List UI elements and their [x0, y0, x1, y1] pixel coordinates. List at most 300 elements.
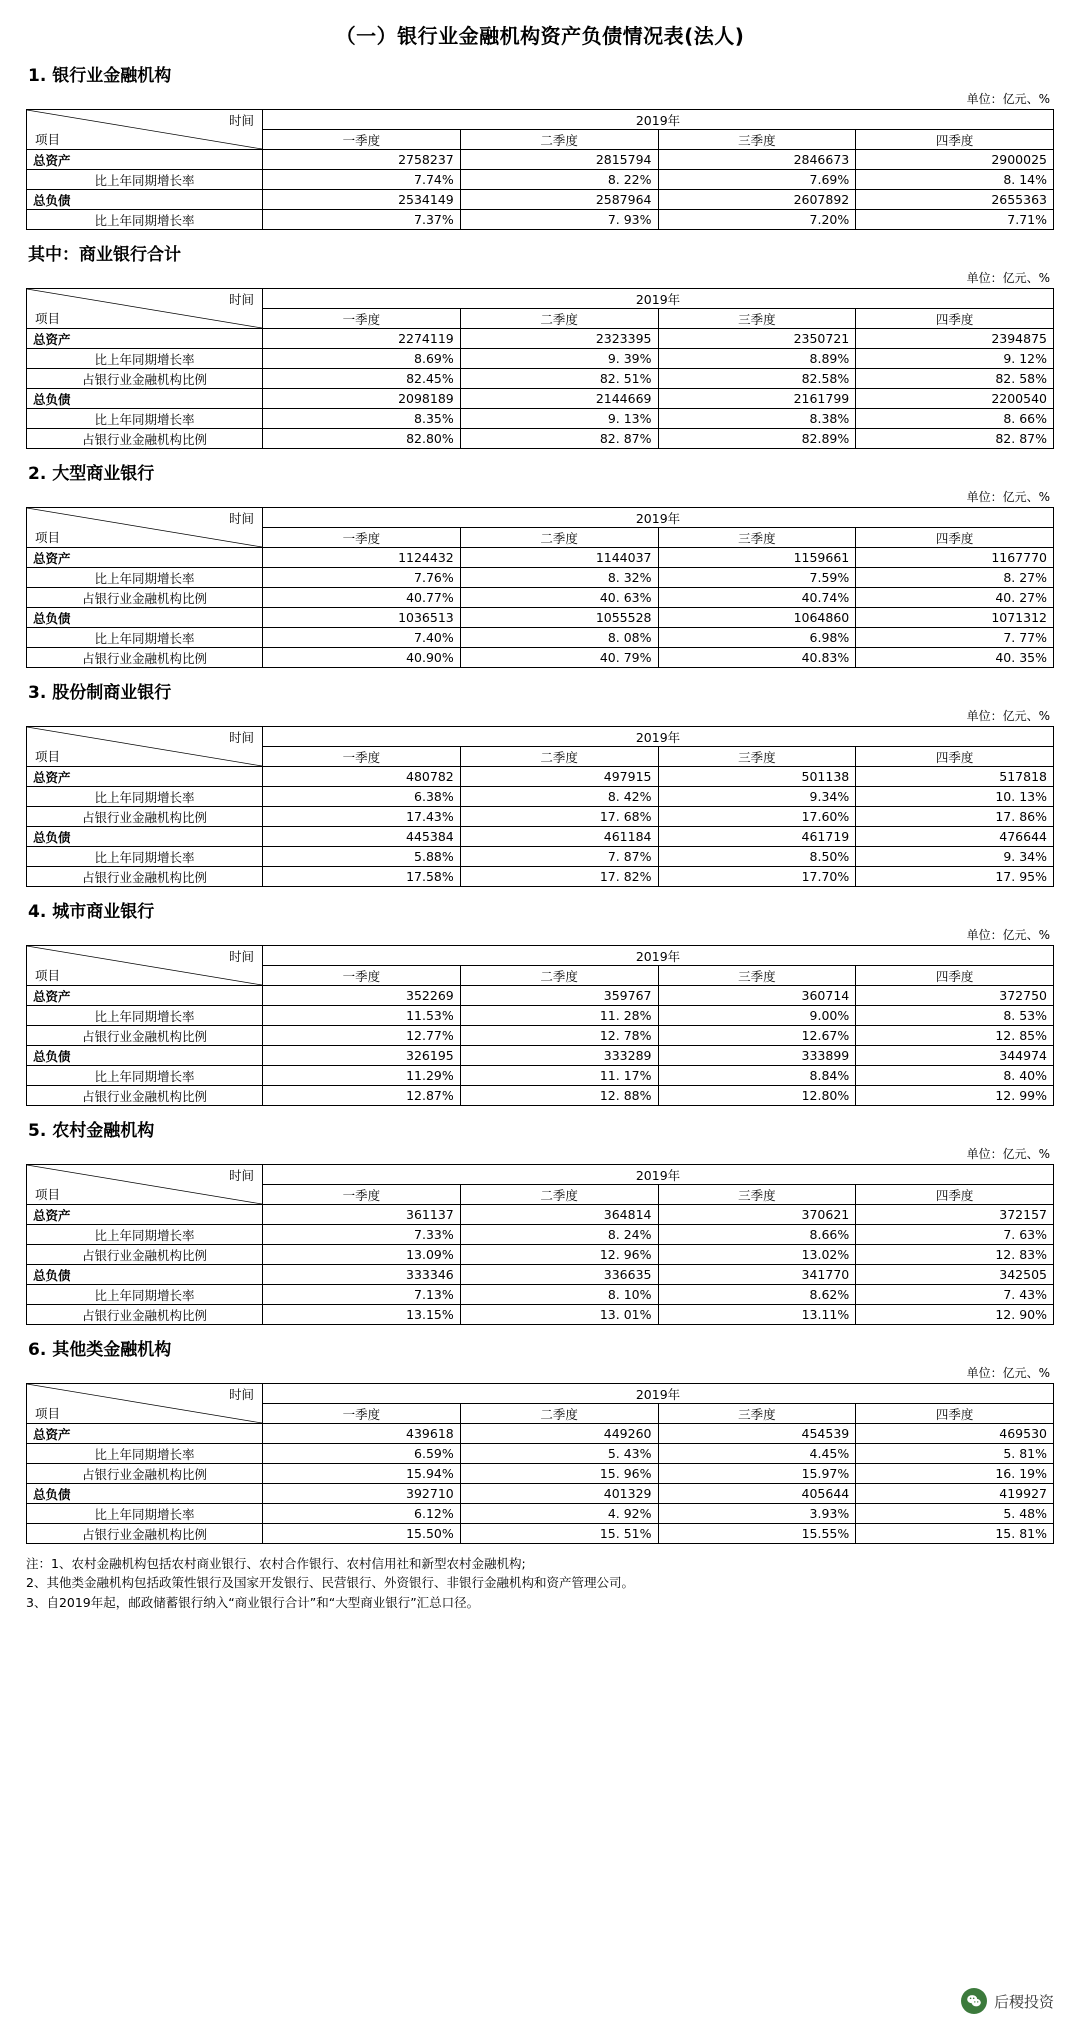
asset-liability-table: [26, 288, 1054, 449]
corner-header-cell: [27, 289, 263, 329]
cell-value: 1124432: [263, 548, 461, 568]
header-quarter-4: 四季度: [856, 1404, 1054, 1424]
table-row: [27, 608, 1054, 628]
section-title: 2. 大型商业银行: [28, 464, 155, 484]
cell-value: 12.67%: [658, 1026, 856, 1046]
cell-value: 7.69%: [658, 170, 856, 190]
header-year-label: 2019年: [263, 1165, 1054, 1185]
header-quarter-1: 一季度: [263, 966, 461, 986]
cell-value: 12. 96%: [460, 1245, 658, 1265]
row-label-growth: 比上年同期增长率: [27, 409, 263, 429]
footnotes: [26, 1554, 1054, 1612]
cell-value: 501138: [658, 767, 856, 787]
cell-value: 13.15%: [263, 1305, 461, 1325]
cell-value: 8.50%: [658, 847, 856, 867]
cell-value: 333346: [263, 1265, 461, 1285]
table-row: [27, 1026, 1054, 1046]
unit-label: 单位：亿元、%: [966, 271, 1050, 285]
cell-value: 12. 90%: [856, 1305, 1054, 1325]
cell-value: 1055528: [460, 608, 658, 628]
header-quarter-3: 三季度: [658, 1404, 856, 1424]
row-label-total_assets: 总资产: [27, 767, 263, 787]
cell-value: 9. 12%: [856, 349, 1054, 369]
corner-header-cell: [27, 946, 263, 986]
asset-liability-table: [26, 726, 1054, 887]
table-row: [27, 1464, 1054, 1484]
header-item-label: 项目: [35, 1406, 61, 1421]
cell-value: 445384: [263, 827, 461, 847]
cell-value: 2655363: [856, 190, 1054, 210]
cell-value: 4. 92%: [460, 1504, 658, 1524]
cell-value: 8. 40%: [856, 1066, 1054, 1086]
cell-value: 82.80%: [263, 429, 461, 449]
cell-value: 2274119: [263, 329, 461, 349]
cell-value: 15.55%: [658, 1524, 856, 1544]
table-header-row: [27, 727, 1054, 747]
cell-value: 454539: [658, 1424, 856, 1444]
cell-value: 8. 14%: [856, 170, 1054, 190]
section-title: 1. 银行业金融机构: [28, 66, 172, 86]
cell-value: 1071312: [856, 608, 1054, 628]
header-quarter-2: 二季度: [460, 966, 658, 986]
footnote-1: 注：1、农村金融机构包括农村商业银行、农村合作银行、农村信用社和新型农村金融机构;: [26, 1556, 526, 1571]
header-quarter-3: 三季度: [658, 528, 856, 548]
cell-value: 2587964: [460, 190, 658, 210]
cell-value: 40.90%: [263, 648, 461, 668]
cell-value: 7. 43%: [856, 1285, 1054, 1305]
row-label-growth: 比上年同期增长率: [27, 170, 263, 190]
header-item-label: 项目: [35, 968, 61, 983]
cell-value: 82. 87%: [460, 429, 658, 449]
cell-value: 9. 39%: [460, 349, 658, 369]
cell-value: 15.94%: [263, 1464, 461, 1484]
unit-label: 单位：亿元、%: [966, 1147, 1050, 1161]
cell-value: 476644: [856, 827, 1054, 847]
row-label-growth: 比上年同期增长率: [27, 1285, 263, 1305]
cell-value: 7.20%: [658, 210, 856, 230]
cell-value: 341770: [658, 1265, 856, 1285]
cell-value: 8. 42%: [460, 787, 658, 807]
cell-value: 13.09%: [263, 1245, 461, 1265]
cell-value: 17.70%: [658, 867, 856, 887]
header-quarter-1: 一季度: [263, 528, 461, 548]
table-row: [27, 767, 1054, 787]
cell-value: 12.80%: [658, 1086, 856, 1106]
table-row: [27, 986, 1054, 1006]
header-quarter-1: 一季度: [263, 1404, 461, 1424]
cell-value: 13.02%: [658, 1245, 856, 1265]
header-quarter-2: 二季度: [460, 747, 658, 767]
cell-value: 12. 83%: [856, 1245, 1054, 1265]
row-label-growth: 比上年同期增长率: [27, 1444, 263, 1464]
row-label-share: 占银行业金融机构比例: [27, 429, 263, 449]
cell-value: 8. 53%: [856, 1006, 1054, 1026]
cell-value: 12. 88%: [460, 1086, 658, 1106]
table-row: [27, 1265, 1054, 1285]
cell-value: 8. 24%: [460, 1225, 658, 1245]
cell-value: 8. 27%: [856, 568, 1054, 588]
row-label-total_liabilities: 总负债: [27, 389, 263, 409]
cell-value: 364814: [460, 1205, 658, 1225]
cell-value: 8.66%: [658, 1225, 856, 1245]
cell-value: 12. 78%: [460, 1026, 658, 1046]
cell-value: 2323395: [460, 329, 658, 349]
table-row: [27, 568, 1054, 588]
row-label-share: 占银行业金融机构比例: [27, 1524, 263, 1544]
cell-value: 7.76%: [263, 568, 461, 588]
cell-value: 2200540: [856, 389, 1054, 409]
cell-value: 3.93%: [658, 1504, 856, 1524]
footnote-3: 3、自2019年起，邮政储蓄银行纳入“商业银行合计”和“大型商业银行”汇总口径。: [26, 1594, 480, 1610]
table-row: [27, 210, 1054, 230]
cell-value: 11. 28%: [460, 1006, 658, 1026]
cell-value: 1036513: [263, 608, 461, 628]
table-row: [27, 1225, 1054, 1245]
cell-value: 82. 51%: [460, 369, 658, 389]
asset-liability-table: [26, 1164, 1054, 1325]
header-year-label: 2019年: [263, 110, 1054, 130]
row-label-growth: 比上年同期增长率: [27, 349, 263, 369]
table-row: [27, 1285, 1054, 1305]
header-year-label: 2019年: [263, 289, 1054, 309]
cell-value: 2394875: [856, 329, 1054, 349]
cell-value: 8.69%: [263, 349, 461, 369]
cell-value: 7.13%: [263, 1285, 461, 1305]
header-quarter-3: 三季度: [658, 309, 856, 329]
cell-value: 17. 82%: [460, 867, 658, 887]
header-item-label: 项目: [35, 311, 61, 326]
cell-value: 9.34%: [658, 787, 856, 807]
row-label-growth: 比上年同期增长率: [27, 1006, 263, 1026]
header-quarter-2: 二季度: [460, 528, 658, 548]
table-header-row: [27, 110, 1054, 130]
cell-value: 7. 93%: [460, 210, 658, 230]
cell-value: 40. 35%: [856, 648, 1054, 668]
cell-value: 9. 34%: [856, 847, 1054, 867]
cell-value: 15. 96%: [460, 1464, 658, 1484]
unit-label: 单位：亿元、%: [966, 928, 1050, 942]
table-header-row: [27, 508, 1054, 528]
row-label-total_liabilities: 总负债: [27, 190, 263, 210]
asset-liability-table: [26, 507, 1054, 668]
table-row: [27, 588, 1054, 608]
cell-value: 360714: [658, 986, 856, 1006]
cell-value: 2161799: [658, 389, 856, 409]
cell-value: 352269: [263, 986, 461, 1006]
cell-value: 17.58%: [263, 867, 461, 887]
row-label-total_liabilities: 总负债: [27, 1046, 263, 1066]
cell-value: 8. 10%: [460, 1285, 658, 1305]
header-quarter-2: 二季度: [460, 309, 658, 329]
table-row: [27, 648, 1054, 668]
cell-value: 7. 63%: [856, 1225, 1054, 1245]
cell-value: 2098189: [263, 389, 461, 409]
cell-value: 40.77%: [263, 588, 461, 608]
table-row: [27, 1504, 1054, 1524]
cell-value: 469530: [856, 1424, 1054, 1444]
table-header-row: [27, 1384, 1054, 1404]
row-label-total_assets: 总资产: [27, 150, 263, 170]
cell-value: 40.74%: [658, 588, 856, 608]
header-time-label: 时间: [228, 113, 254, 128]
cell-value: 11.53%: [263, 1006, 461, 1026]
section-title: 4. 城市商业银行: [28, 902, 155, 922]
watermark-label: 后稷投资: [993, 1992, 1054, 2011]
table-row: [27, 1066, 1054, 1086]
header-time-label: 时间: [228, 730, 254, 745]
row-label-share: 占银行业金融机构比例: [27, 807, 263, 827]
cell-value: 1167770: [856, 548, 1054, 568]
header-quarter-4: 四季度: [856, 966, 1054, 986]
cell-value: 5. 81%: [856, 1444, 1054, 1464]
row-label-growth: 比上年同期增长率: [27, 628, 263, 648]
cell-value: 12. 85%: [856, 1026, 1054, 1046]
watermark: [961, 1988, 1054, 2014]
table-row: [27, 409, 1054, 429]
cell-value: 2534149: [263, 190, 461, 210]
cell-value: 8.62%: [658, 1285, 856, 1305]
cell-value: 9. 13%: [460, 409, 658, 429]
table-row: [27, 1006, 1054, 1026]
table-row: [27, 429, 1054, 449]
cell-value: 372750: [856, 986, 1054, 1006]
corner-header-cell: [27, 508, 263, 548]
section-title: 5. 农村金融机构: [28, 1121, 155, 1141]
cell-value: 7.59%: [658, 568, 856, 588]
cell-value: 5. 48%: [856, 1504, 1054, 1524]
row-label-growth: 比上年同期增长率: [27, 787, 263, 807]
cell-value: 449260: [460, 1424, 658, 1444]
cell-value: 2900025: [856, 150, 1054, 170]
table-row: [27, 349, 1054, 369]
cell-value: 40. 79%: [460, 648, 658, 668]
cell-value: 17. 68%: [460, 807, 658, 827]
row-label-total_liabilities: 总负债: [27, 827, 263, 847]
row-label-growth: 比上年同期增长率: [27, 568, 263, 588]
cell-value: 6.98%: [658, 628, 856, 648]
cell-value: 12. 99%: [856, 1086, 1054, 1106]
cell-value: 8.38%: [658, 409, 856, 429]
table-row: [27, 1305, 1054, 1325]
section-title: 其中：商业银行合计: [28, 245, 181, 265]
cell-value: 2144669: [460, 389, 658, 409]
cell-value: 9.00%: [658, 1006, 856, 1026]
cell-value: 8.89%: [658, 349, 856, 369]
table-row: [27, 389, 1054, 409]
header-quarter-3: 三季度: [658, 966, 856, 986]
unit-label: 单位：亿元、%: [966, 490, 1050, 504]
corner-header-cell: [27, 1384, 263, 1424]
wechat-icon: [961, 1988, 987, 2014]
cell-value: 1159661: [658, 548, 856, 568]
cell-value: 11.29%: [263, 1066, 461, 1086]
cell-value: 392710: [263, 1484, 461, 1504]
row-label-growth: 比上年同期增长率: [27, 847, 263, 867]
cell-value: 40. 63%: [460, 588, 658, 608]
cell-value: 2815794: [460, 150, 658, 170]
cell-value: 359767: [460, 986, 658, 1006]
row-label-total_liabilities: 总负债: [27, 1265, 263, 1285]
cell-value: 16. 19%: [856, 1464, 1054, 1484]
cell-value: 8.84%: [658, 1066, 856, 1086]
asset-liability-table: [26, 945, 1054, 1106]
cell-value: 7. 77%: [856, 628, 1054, 648]
header-year-label: 2019年: [263, 1384, 1054, 1404]
cell-value: 17. 95%: [856, 867, 1054, 887]
cell-value: 344974: [856, 1046, 1054, 1066]
cell-value: 361137: [263, 1205, 461, 1225]
row-label-share: 占银行业金融机构比例: [27, 1245, 263, 1265]
row-label-share: 占银行业金融机构比例: [27, 588, 263, 608]
row-label-growth: 比上年同期增长率: [27, 1504, 263, 1524]
row-label-share: 占银行业金融机构比例: [27, 648, 263, 668]
cell-value: 8. 08%: [460, 628, 658, 648]
cell-value: 1144037: [460, 548, 658, 568]
header-time-label: 时间: [228, 511, 254, 526]
row-label-growth: 比上年同期增长率: [27, 1066, 263, 1086]
cell-value: 15.50%: [263, 1524, 461, 1544]
table-row: [27, 1086, 1054, 1106]
table-row: [27, 847, 1054, 867]
cell-value: 372157: [856, 1205, 1054, 1225]
table-row: [27, 628, 1054, 648]
cell-value: 11. 17%: [460, 1066, 658, 1086]
cell-value: 342505: [856, 1265, 1054, 1285]
row-label-total_liabilities: 总负债: [27, 608, 263, 628]
cell-value: 333289: [460, 1046, 658, 1066]
corner-header-cell: [27, 110, 263, 150]
cell-value: 6.38%: [263, 787, 461, 807]
cell-value: 82.45%: [263, 369, 461, 389]
unit-label: 单位：亿元、%: [966, 92, 1050, 106]
page-title: （一）银行业金融机构资产负债情况表(法人): [335, 24, 745, 48]
table-header-row: [27, 289, 1054, 309]
header-quarter-4: 四季度: [856, 130, 1054, 150]
cell-value: 2758237: [263, 150, 461, 170]
row-label-growth: 比上年同期增长率: [27, 1225, 263, 1245]
table-row: [27, 548, 1054, 568]
header-item-label: 项目: [35, 749, 61, 764]
header-quarter-1: 一季度: [263, 1185, 461, 1205]
cell-value: 8. 32%: [460, 568, 658, 588]
header-year-label: 2019年: [263, 508, 1054, 528]
header-item-label: 项目: [35, 1187, 61, 1202]
cell-value: 7.74%: [263, 170, 461, 190]
cell-value: 2607892: [658, 190, 856, 210]
asset-liability-table: [26, 109, 1054, 230]
cell-value: 40.83%: [658, 648, 856, 668]
cell-value: 7.71%: [856, 210, 1054, 230]
corner-header-cell: [27, 727, 263, 767]
cell-value: 439618: [263, 1424, 461, 1444]
cell-value: 8.35%: [263, 409, 461, 429]
sections-container: [26, 61, 1054, 1544]
table-row: [27, 867, 1054, 887]
header-item-label: 项目: [35, 530, 61, 545]
table-row: [27, 1424, 1054, 1444]
row-label-share: 占银行业金融机构比例: [27, 867, 263, 887]
cell-value: 7.33%: [263, 1225, 461, 1245]
header-quarter-2: 二季度: [460, 130, 658, 150]
row-label-total_assets: 总资产: [27, 1205, 263, 1225]
cell-value: 2846673: [658, 150, 856, 170]
header-quarter-1: 一季度: [263, 747, 461, 767]
table-row: [27, 1205, 1054, 1225]
cell-value: 17.43%: [263, 807, 461, 827]
corner-header-cell: [27, 1165, 263, 1205]
table-row: [27, 1046, 1054, 1066]
cell-value: 7. 87%: [460, 847, 658, 867]
row-label-total_assets: 总资产: [27, 548, 263, 568]
asset-liability-table: [26, 1383, 1054, 1544]
cell-value: 10. 13%: [856, 787, 1054, 807]
table-row: [27, 329, 1054, 349]
cell-value: 7.37%: [263, 210, 461, 230]
cell-value: 401329: [460, 1484, 658, 1504]
table-row: [27, 787, 1054, 807]
cell-value: 4.45%: [658, 1444, 856, 1464]
header-quarter-2: 二季度: [460, 1185, 658, 1205]
cell-value: 5.88%: [263, 847, 461, 867]
header-time-label: 时间: [228, 1168, 254, 1183]
header-quarter-3: 三季度: [658, 747, 856, 767]
cell-value: 370621: [658, 1205, 856, 1225]
cell-value: 480782: [263, 767, 461, 787]
section-title: 3. 股份制商业银行: [28, 683, 172, 703]
footnote-2: 2、其他类金融机构包括政策性银行及国家开发银行、民营银行、外资银行、非银行金融机构和资产管理公司。: [26, 1575, 634, 1591]
cell-value: 82. 87%: [856, 429, 1054, 449]
row-label-share: 占银行业金融机构比例: [27, 1464, 263, 1484]
cell-value: 13. 01%: [460, 1305, 658, 1325]
cell-value: 40. 27%: [856, 588, 1054, 608]
table-row: [27, 369, 1054, 389]
cell-value: 82.89%: [658, 429, 856, 449]
cell-value: 82.58%: [658, 369, 856, 389]
header-time-label: 时间: [228, 292, 254, 307]
header-item-label: 项目: [35, 132, 61, 147]
cell-value: 5. 43%: [460, 1444, 658, 1464]
row-label-share: 占银行业金融机构比例: [27, 1305, 263, 1325]
cell-value: 17. 86%: [856, 807, 1054, 827]
header-quarter-4: 四季度: [856, 1185, 1054, 1205]
header-year-label: 2019年: [263, 727, 1054, 747]
unit-label: 单位：亿元、%: [966, 1366, 1050, 1380]
section-title: 6. 其他类金融机构: [28, 1340, 172, 1360]
cell-value: 12.77%: [263, 1026, 461, 1046]
cell-value: 2350721: [658, 329, 856, 349]
table-row: [27, 1484, 1054, 1504]
header-time-label: 时间: [228, 949, 254, 964]
table-row: [27, 1245, 1054, 1265]
row-label-share: 占银行业金融机构比例: [27, 1026, 263, 1046]
row-label-share: 占银行业金融机构比例: [27, 369, 263, 389]
header-quarter-1: 一季度: [263, 130, 461, 150]
row-label-growth: 比上年同期增长率: [27, 210, 263, 230]
table-row: [27, 170, 1054, 190]
table-row: [27, 1444, 1054, 1464]
cell-value: 461184: [460, 827, 658, 847]
row-label-total_assets: 总资产: [27, 329, 263, 349]
table-header-row: [27, 1165, 1054, 1185]
cell-value: 17.60%: [658, 807, 856, 827]
cell-value: 15. 51%: [460, 1524, 658, 1544]
table-header-row: [27, 946, 1054, 966]
table-row: [27, 150, 1054, 170]
cell-value: 333899: [658, 1046, 856, 1066]
cell-value: 517818: [856, 767, 1054, 787]
header-quarter-1: 一季度: [263, 309, 461, 329]
header-quarter-4: 四季度: [856, 747, 1054, 767]
